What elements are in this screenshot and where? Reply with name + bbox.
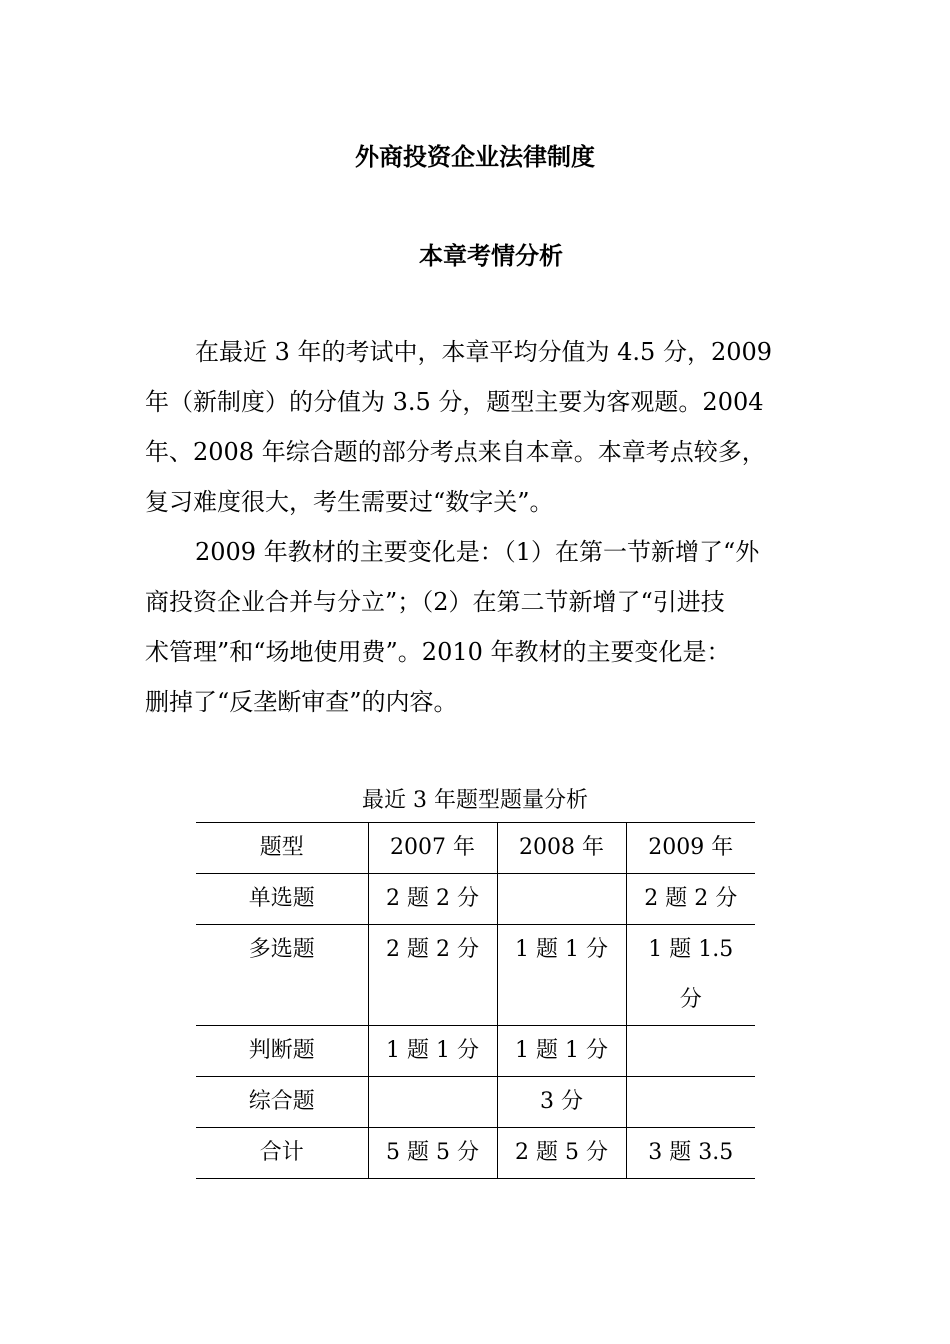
header-cell: 2008 年 xyxy=(497,823,626,874)
paragraph-line: 删掉了“反垄断审查”的内容。 xyxy=(145,688,458,716)
paragraph-line: 年（新制度）的分值为 3.5 分，题型主要为客观题。2004 xyxy=(145,388,764,416)
paragraph-line: 商投资企业合并与分立”；（2）在第二节新增了“引进技 xyxy=(145,588,725,616)
table-cell: 2 题 2 分 xyxy=(368,925,497,1026)
table-cell xyxy=(626,1026,755,1077)
table-cell: 判断题 xyxy=(196,1026,368,1077)
header-cell: 题型 xyxy=(196,823,368,874)
table-cell: 综合题 xyxy=(196,1077,368,1128)
table-cell: 1 题 1 分 xyxy=(497,1026,626,1077)
section-title: 本章考情分析 xyxy=(419,242,563,270)
table-cell: 合计 xyxy=(196,1128,368,1179)
table-row xyxy=(196,925,755,1026)
paragraph-line: 术管理”和“场地使用费”。2010 年教材的主要变化是： xyxy=(145,638,731,666)
table-cell: 1 题 1 分 xyxy=(368,1026,497,1077)
header-cell: 2009 年 xyxy=(626,823,755,874)
table-cell xyxy=(497,874,626,925)
paragraph-line: 2009 年教材的主要变化是：（1）在第一节新增了“外 xyxy=(195,538,760,566)
table-row xyxy=(196,1128,755,1179)
table-cell: 3 题 3.5 xyxy=(626,1128,755,1179)
paragraph-exam-analysis xyxy=(145,327,807,527)
table-cell: 单选题 xyxy=(196,874,368,925)
document-title: 外商投资企业法律制度 xyxy=(355,143,595,171)
table-header-row xyxy=(196,823,755,874)
table-cell: 2 题 2 分 xyxy=(626,874,755,925)
table-cell-text: 1 题 1.5 分 xyxy=(648,937,734,1012)
paragraph-line: 复习难度很大，考生需要过“数字关”。 xyxy=(145,488,554,516)
question-stats-table xyxy=(196,822,755,1179)
table-caption: 最近 3 年题型题量分析 xyxy=(362,788,588,813)
paragraph-line: 在最近 3 年的考试中，本章平均分值为 4.5 分，2009 xyxy=(195,338,773,366)
table-cell: 多选题 xyxy=(196,925,368,1026)
table-cell: 2 题 5 分 xyxy=(497,1128,626,1179)
table-cell: 1 题 1 分 xyxy=(497,925,626,1026)
paragraph-textbook-changes xyxy=(145,527,807,727)
header-cell: 2007 年 xyxy=(368,823,497,874)
table-cell xyxy=(626,1077,755,1128)
paragraph-line: 年、2008 年综合题的部分考点来自本章。本章考点较多， xyxy=(145,438,766,466)
table-row xyxy=(196,1026,755,1077)
table-cell xyxy=(368,1077,497,1128)
table-row xyxy=(196,874,755,925)
table-cell: 2 题 2 分 xyxy=(368,874,497,925)
table-cell: 3 分 xyxy=(497,1077,626,1128)
table-cell: 5 题 5 分 xyxy=(368,1128,497,1179)
table-cell xyxy=(626,925,755,1026)
table-row xyxy=(196,1077,755,1128)
